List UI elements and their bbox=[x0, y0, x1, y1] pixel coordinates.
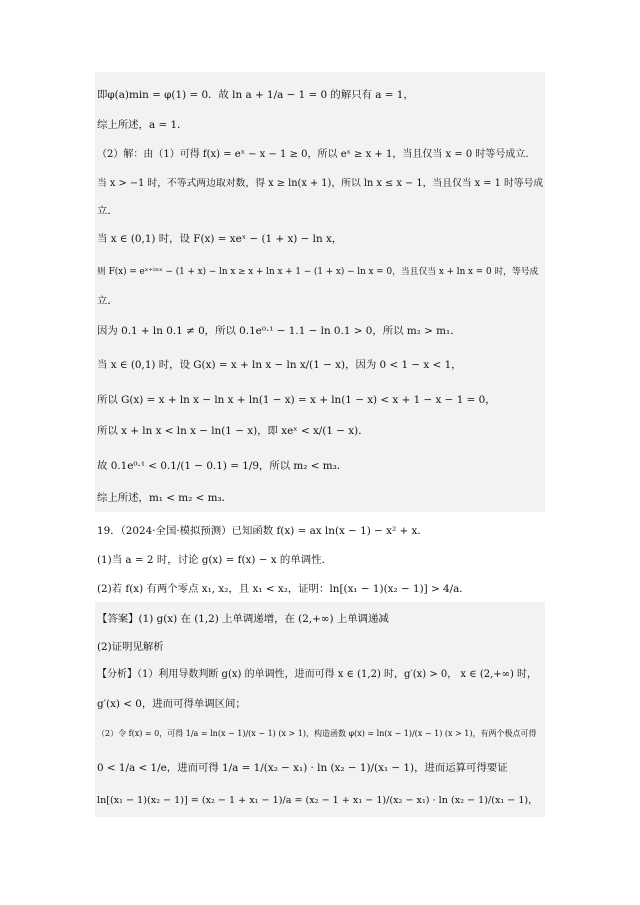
question-title: 19．（2024·全国·模拟预测）已知函数 f(x) = ax ln(x − 1) − x² + x． bbox=[97, 525, 428, 537]
text-line: 因为 0.1 + ln 0.1 ≠ 0，所以 0.1e⁰·¹ − 1.1 − ln 0.1 > 0，所以 m₂ > m₁． bbox=[97, 325, 461, 337]
text-line: 当 x ∈ (0,1) 时，设 F(x) = xeˣ − (1 + x) − ln x， bbox=[97, 233, 343, 245]
text-line: 立． bbox=[97, 205, 118, 217]
analysis-line: （2）令 f(x) = 0，可得 1/a = ln(x − 1)/(x − 1) (x > 1)，构造函数 φ(x) = ln(x − 1)/(x − 1) (x > 1)，有两个极点可得 bbox=[97, 729, 537, 738]
text-line: 当 x > −1 时，不等式两边取对数，得 x ≥ ln(x + 1)，所以 ln x ≤ x − 1，当且仅当 x = 1 时等号成 bbox=[97, 178, 544, 189]
answer-line: 【答案】(1) g(x) 在 (1,2) 上单调递增，在 (2,+∞) 上单调递减 bbox=[97, 613, 389, 625]
analysis-line: 0 < 1/a < 1/e，进而可得 1/a = 1/(x₂ − x₁) · ln (x₂ − 1)/(x₁ − 1)，进而运算可得要证 bbox=[97, 762, 508, 774]
solution-shaded-block bbox=[95, 72, 545, 512]
text-line: 立． bbox=[97, 295, 118, 307]
question-part-2: (2)若 f(x) 有两个零点 x₁, x₂，且 x₁ < x₂，证明：ln[(x₁ − 1)(x₂ − 1)] > 4/a． bbox=[97, 583, 470, 595]
answer-line: (2)证明见解析 bbox=[97, 641, 164, 653]
text-line: 所以 G(x) = x + ln x − ln x + ln(1 − x) = x + ln(1 − x) < x + 1 − x − 1 = 0， bbox=[97, 394, 496, 406]
analysis-line: ln[(x₁ − 1)(x₂ − 1)] = (x₂ − 1 + x₁ − 1)/a = (x₂ − 1 + x₁ − 1)/(x₂ − x₁) · ln (x₂ − 1)/(x₁ − 1)， bbox=[97, 795, 538, 806]
text-line: （2）解：由（1）可得 f(x) = eˣ − x − 1 ≥ 0，所以 eˣ ≥ x + 1，当且仅当 x = 0 时等号成立． bbox=[97, 149, 536, 160]
text-line: 所以 x + ln x < ln x − ln(1 − x)，即 xeˣ < x/(1 − x)． bbox=[97, 425, 369, 437]
analysis-line: 【分析】（1）利用导数判断 g(x) 的单调性，进而可得 x ∈ (1,2) 时，g′(x) > 0， x ∈ (2,+∞) 时， bbox=[97, 669, 538, 680]
question-part-1: (1)当 a = 2 时，讨论 g(x) = f(x) − x 的单调性． bbox=[97, 554, 332, 566]
text-line: 综上所述，a = 1． bbox=[97, 119, 188, 131]
text-line: 当 x ∈ (0,1) 时，设 G(x) = x + ln x − ln x/(1 − x)，因为 0 < 1 − x < 1， bbox=[97, 359, 462, 371]
text-line: 故 0.1e⁰·¹ < 0.1/(1 − 0.1) = 1/9，所以 m₂ < m₃． bbox=[97, 460, 348, 472]
text-line: 则 F(x) = eˣ⁺ˡⁿˣ − (1 + x) − ln x ≥ x + ln x + 1 − (1 + x) − ln x = 0，当且仅当 x + ln x = 0 时，等号成 bbox=[97, 267, 539, 277]
analysis-line: g′(x) < 0，进而可得单调区间； bbox=[97, 698, 246, 710]
text-line: 即φ(a)min = φ(1) = 0．故 ln a + 1/a − 1 = 0 的解只有 a = 1， bbox=[97, 89, 414, 101]
text-line: 综上所述，m₁ < m₂ < m₃． bbox=[97, 492, 233, 504]
